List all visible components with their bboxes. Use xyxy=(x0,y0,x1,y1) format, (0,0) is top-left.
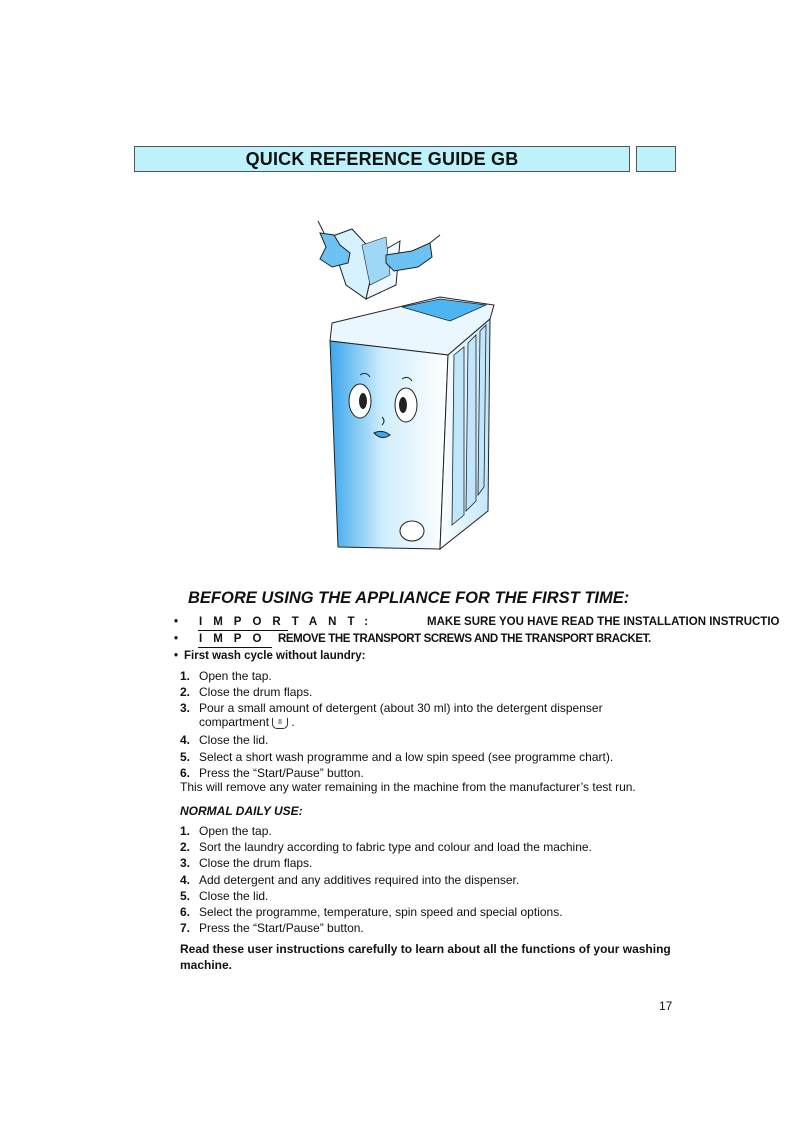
step-number: 6. xyxy=(180,904,191,919)
bullet-important xyxy=(174,616,802,633)
detergent-compartment-icon: II xyxy=(272,718,288,729)
step-text: Close the lid. xyxy=(199,888,269,903)
bullet-first-wash xyxy=(174,650,802,667)
manual-book-icon xyxy=(318,221,440,299)
washing-machine-illustration xyxy=(290,215,510,565)
step-text-cont: compartment xyxy=(199,715,270,730)
step-text: Close the drum flaps. xyxy=(199,856,313,871)
step-text: Open the tap. xyxy=(199,824,272,838)
step-number: 4. xyxy=(180,872,191,887)
step-number: 1. xyxy=(180,824,191,838)
step-number: 3. xyxy=(180,701,191,716)
section-title: BEFORE USING THE APPLIANCE FOR THE FIRST TIME: xyxy=(188,589,630,607)
page-number: 17 xyxy=(659,999,673,1013)
step-text: Pour a small amount of detergent (about 30 ml) into the detergent dispenser xyxy=(199,701,603,716)
bullet-marker: • xyxy=(174,616,179,628)
underline xyxy=(198,630,288,631)
bullet-label: IMPORTANT: xyxy=(199,616,380,628)
step-number: 3. xyxy=(180,856,191,871)
bullet-marker: • xyxy=(174,633,179,645)
step-number: 5. xyxy=(180,888,191,903)
step-number: 5. xyxy=(180,749,191,764)
title-banner xyxy=(134,146,630,172)
bullet-marker: • xyxy=(174,650,179,662)
step-number: 1. xyxy=(180,669,191,683)
step-number: 6. xyxy=(180,765,191,780)
bullet-label: IMPO xyxy=(199,633,273,645)
step-text: Close the lid. xyxy=(199,733,269,748)
step-number: 7. xyxy=(180,921,191,936)
bullet-remove-screws xyxy=(174,633,802,650)
first-wash-note: This will remove any water remaining in the machine from the manufacturer’s test run. xyxy=(180,780,636,794)
page-title: QUICK REFERENCE GUIDE GB xyxy=(245,148,519,169)
title-banner-side-box xyxy=(636,146,676,172)
step-text: Press the “Start/Pause” button. xyxy=(199,921,364,936)
daily-use-title: NORMAL DAILY USE: xyxy=(180,804,303,818)
step-text: Add detergent and any additives required into the dispenser. xyxy=(199,872,520,887)
step-text: Select a short wash programme and a low spin speed (see programme chart). xyxy=(199,749,614,764)
step-number: 2. xyxy=(180,840,191,855)
step-text: Close the drum flaps. xyxy=(199,685,313,700)
step-text: Select the programme, temperature, spin speed and special options. xyxy=(199,904,563,919)
bullet-text: REMOVE THE TRANSPORT SCREWS AND THE TRANSPORT BRACKET. xyxy=(278,633,651,645)
step-text: Sort the laundry according to fabric type and colour and load the machine. xyxy=(199,840,592,855)
step-number: 2. xyxy=(180,685,191,700)
important-bullets xyxy=(174,616,802,667)
bullet-text: First wash cycle without laundry: xyxy=(184,650,366,662)
step-number: 4. xyxy=(180,733,191,748)
closing-note: Read these user instructions carefully to learn about all the functions of your washing machine. xyxy=(180,942,671,972)
step-text: Open the tap. xyxy=(199,669,272,683)
step-text-continued: compartment II . xyxy=(199,715,295,730)
underline xyxy=(198,647,272,648)
bullet-text: MAKE SURE YOU HAVE READ THE INSTALLATION INSTRUCTIO xyxy=(427,616,780,628)
step-text: Press the “Start/Pause” button. xyxy=(199,765,364,780)
